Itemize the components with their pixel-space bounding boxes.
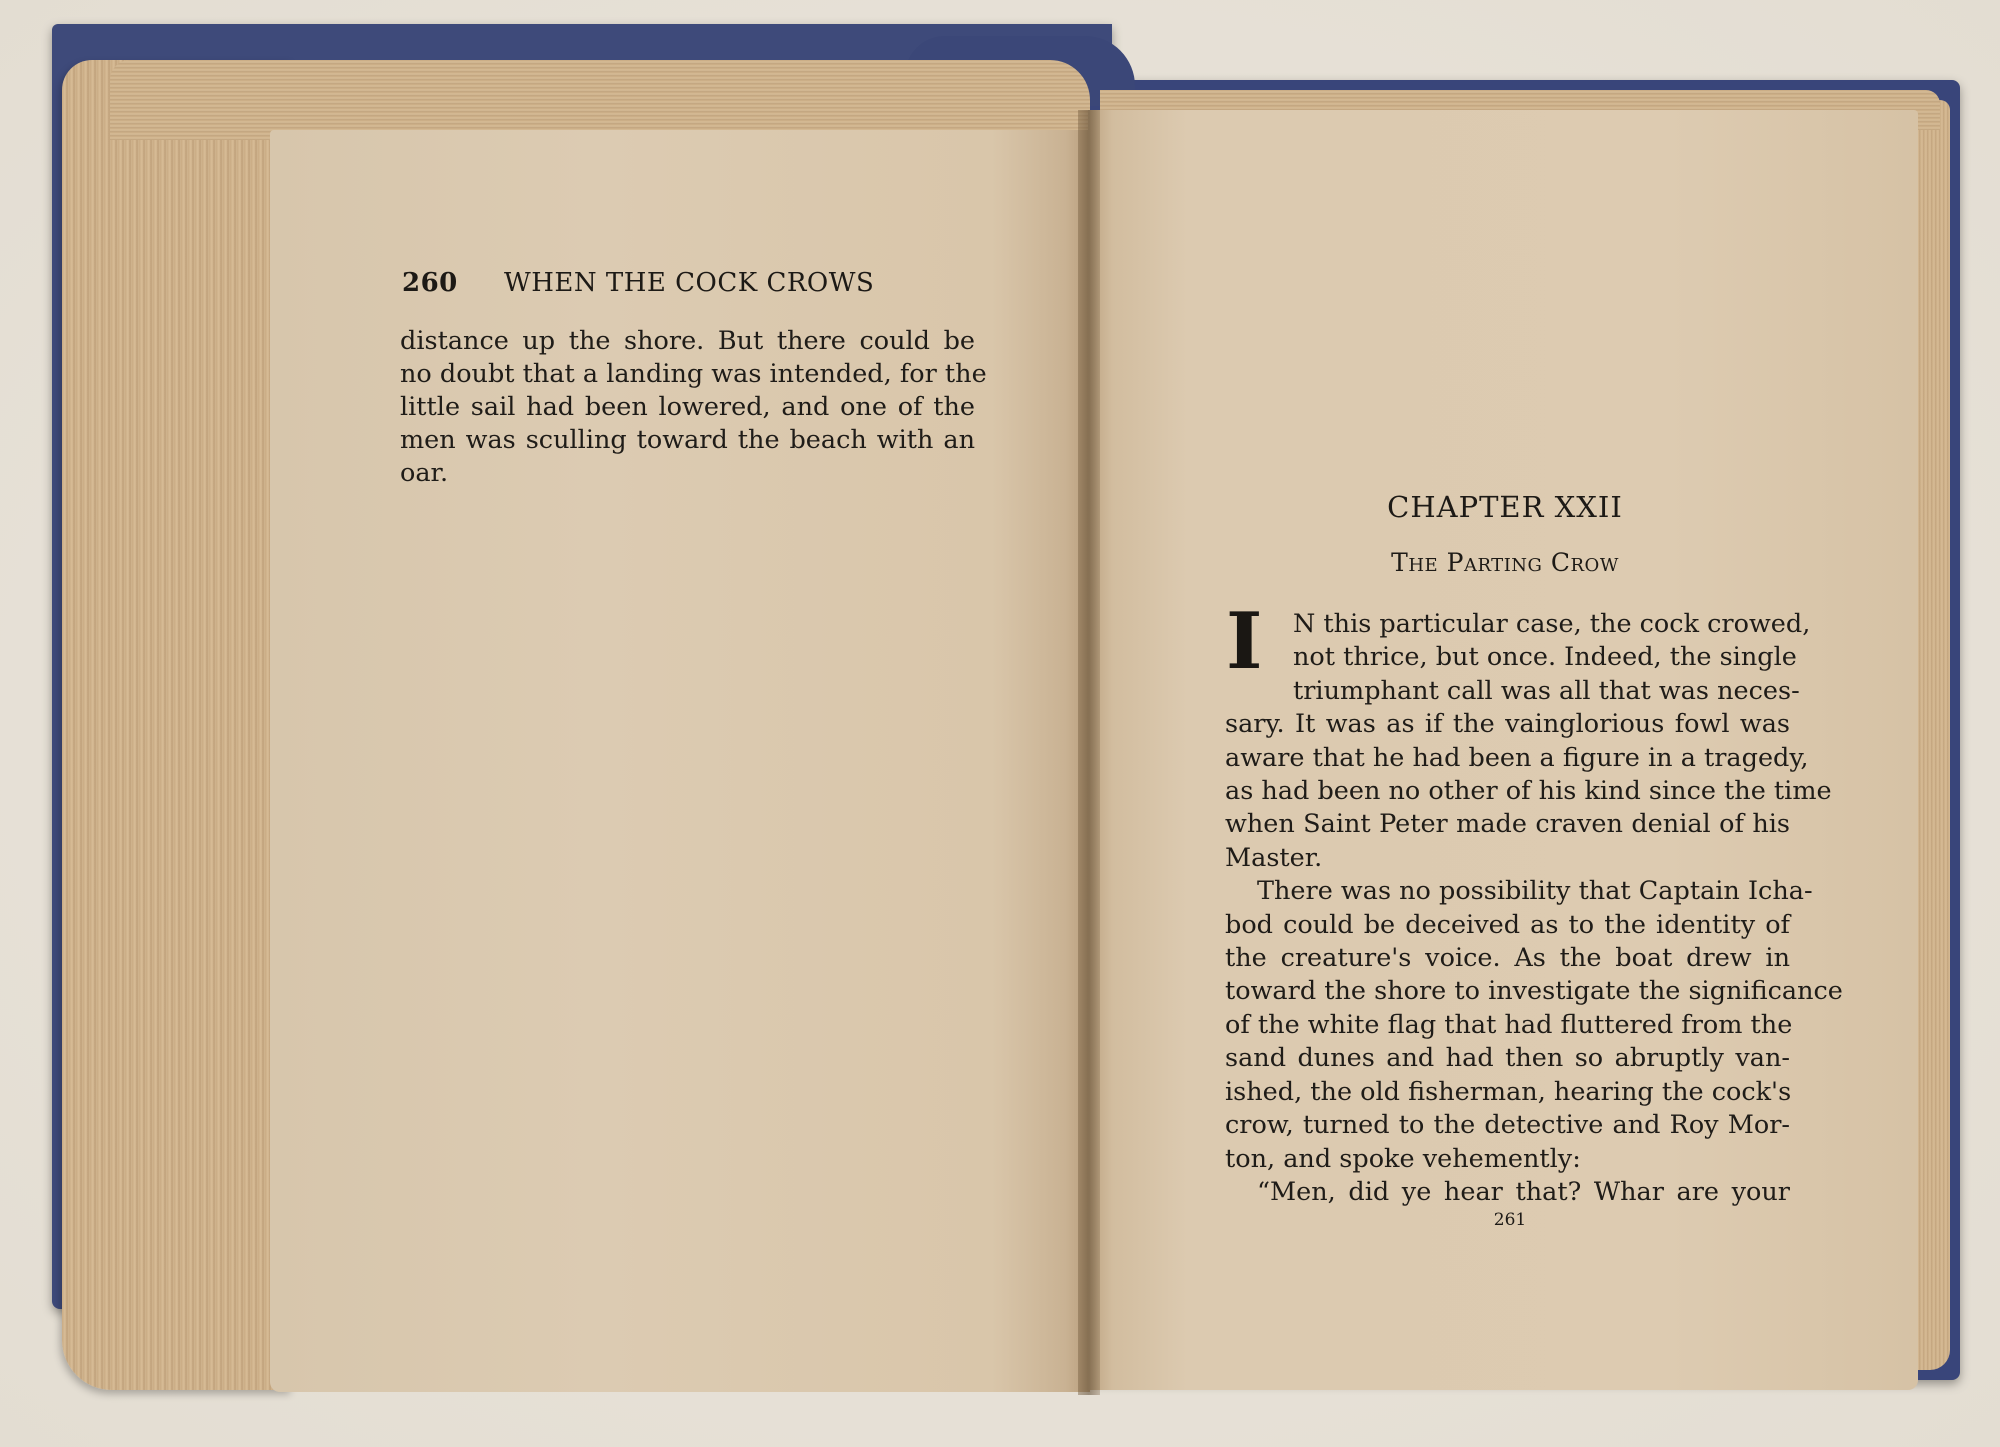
page-edges-left xyxy=(62,60,292,1390)
text-line: sand dunes and had then so abruptly van- xyxy=(1225,1043,1790,1074)
text-line: ton, and spoke vehemently: xyxy=(1225,1143,1581,1174)
left-page-number: 260 xyxy=(402,268,458,298)
text-line: oar. xyxy=(400,458,449,488)
text-line: There was no possibility that Captain Icha- xyxy=(1257,876,1813,907)
page-edges-top xyxy=(110,60,1090,140)
left-page-text xyxy=(400,325,987,490)
text-line: distance up the shore. But there could be xyxy=(400,326,975,356)
running-head xyxy=(402,268,922,308)
chapter-subtitle: The Parting Crow xyxy=(1391,548,1619,577)
text-line: not thrice, but once. Indeed, the single xyxy=(1293,642,1797,673)
text-line: the creature's voice. As the boat drew in xyxy=(1225,943,1790,974)
text-line: of the white flag that had fluttered from the xyxy=(1225,1009,1793,1040)
text-line: ished, the old fisherman, hearing the cock's xyxy=(1225,1076,1792,1107)
text-line: bod could be deceived as to the identity of xyxy=(1225,909,1790,940)
text-line: “Men, did ye hear that? Whar are your xyxy=(1257,1176,1790,1207)
text-line: crow, turned to the detective and Roy Mor- xyxy=(1225,1110,1790,1141)
text-line: no doubt that a landing was intended, for the xyxy=(400,359,987,389)
left-page xyxy=(270,130,1090,1392)
right-page-number: 261 xyxy=(1493,1210,1527,1230)
text-line: triumphant call was all that was neces- xyxy=(1293,675,1800,706)
text-line: Master. xyxy=(1225,842,1323,873)
text-line: N this particular case, the cock crowed, xyxy=(1293,609,1811,639)
chapter-heading: CHAPTER XXII xyxy=(1387,490,1623,524)
text-line: aware that he had been a figure in a tragedy, xyxy=(1225,742,1809,773)
text-line: little sail had been lowered, and one of the xyxy=(400,392,975,422)
right-page-text xyxy=(1225,596,1843,1209)
text-line: toward the shore to investigate the significance xyxy=(1225,976,1843,1007)
text-line: men was sculling toward the beach with an xyxy=(400,425,975,455)
text-line: when Saint Peter made craven denial of his xyxy=(1225,809,1790,840)
running-head-title: WHEN THE COCK CROWS xyxy=(504,268,875,298)
text-line: sary. It was as if the vainglorious fowl was xyxy=(1225,709,1790,740)
book-gutter xyxy=(1078,110,1100,1395)
drop-cap: I xyxy=(1226,596,1263,687)
text-line: as had been no other of his kind since the time xyxy=(1225,776,1832,807)
